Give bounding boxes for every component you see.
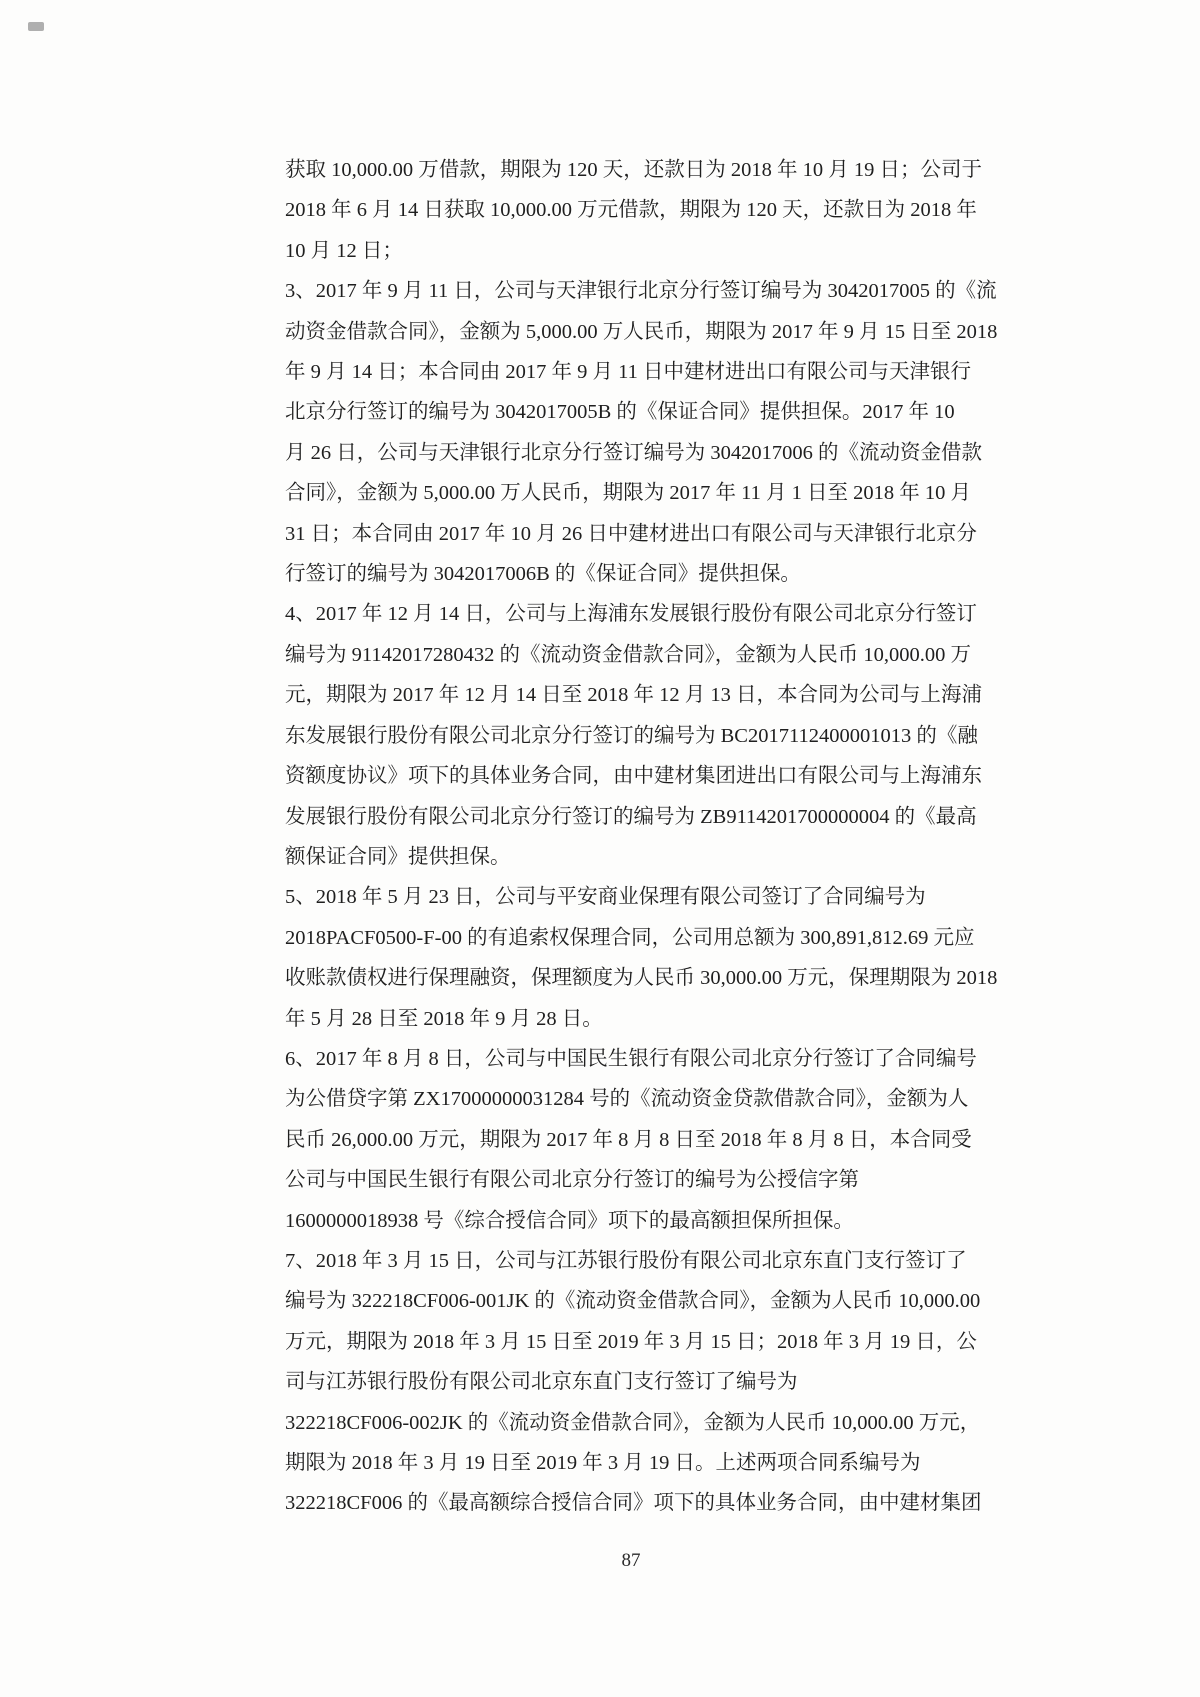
text-line: 发展银行股份有限公司北京分行签订的编号为 ZB9114201700000004 的《最高 (285, 805, 977, 828)
text-line: 期限为 2018 年 3 月 19 日至 2019 年 3 月 19 日。上述两项合同系编号为 (285, 1452, 921, 1474)
text-line: 31 日；本合同由 2017 年 10 月 26 日中建材进出口有限公司与天津银行北京分 (285, 522, 977, 545)
text-line: 年 9 月 14 日；本合同由 2017 年 9 月 11 日中建材进出口有限公司与天津银行 (285, 361, 971, 384)
text-line: 1600000018938 号《综合授信合同》项下的最高额担保所担保。 (285, 1209, 854, 1232)
text-line: 月 26 日，公司与天津银行北京分行签订编号为 3042017006 的《流动资金借款 (285, 441, 982, 464)
text-line: 万元，期限为 2018 年 3 月 15 日至 2019 年 3 月 15 日；2018 年 3 月 19 日，公 (285, 1330, 977, 1353)
text-line: 行签订的编号为 3042017006B 的《保证合同》提供担保。 (285, 563, 801, 586)
text-line: 5、2018 年 5 月 23 日，公司与平安商业保理有限公司签订了合同编号为 (285, 886, 926, 909)
text-line: 编号为 91142017280432 的《流动资金借款合同》，金额为人民币 10,000.00 万 (285, 643, 971, 666)
text-line: 2018 年 6 月 14 日获取 10,000.00 万元借款，期限为 120 天，还款日为 2018 年 (285, 199, 977, 222)
text-line: 合同》，金额为 5,000.00 万人民币，期限为 2017 年 11 月 1 日至 2018 年 10 月 (285, 482, 971, 505)
page-number: 87 (621, 1550, 641, 1571)
text-line: 编号为 322218CF006-001JK 的《流动资金借款合同》，金额为人民币 10,000.00 (285, 1290, 981, 1313)
text-line: 东发展银行股份有限公司北京分行签订的编号为 BC2017112400001013 的《融 (285, 724, 978, 747)
text-line: 3、2017 年 9 月 11 日，公司与天津银行北京分行签订编号为 3042017005 的《流 (285, 280, 997, 303)
text-line: 额保证合同》提供担保。 (285, 845, 511, 868)
text-line: 10 月 12 日； (285, 239, 403, 262)
text-line: 年 5 月 28 日至 2018 年 9 月 28 日。 (285, 1007, 603, 1030)
text-line: 北京分行签订的编号为 3042017005B 的《保证合同》提供担保。2017 年 10 (285, 401, 955, 424)
text-line: 动资金借款合同》，金额为 5,000.00 万人民币，期限为 2017 年 9 月 15 日至 2018 (285, 320, 998, 343)
text-line: 元，期限为 2017 年 12 月 14 日至 2018 年 12 月 13 日，本合同为公司与上海浦 (285, 684, 982, 707)
text-line: 4、2017 年 12 月 14 日，公司与上海浦东发展银行股份有限公司北京分行签订 (285, 603, 977, 626)
text-line: 2018PACF0500-F-00 的有追索权保理合同，公司用总额为 300,891,812.69 元应 (285, 926, 975, 949)
text-line: 资额度协议》项下的具体业务合同，由中建材集团进出口有限公司与上海浦东 (285, 765, 982, 788)
text-line: 收账款债权进行保理融资，保理额度为人民币 30,000.00 万元，保理期限为 2018 (285, 967, 998, 990)
text-line: 获取 10,000.00 万借款，期限为 120 天，还款日为 2018 年 10 月 19 日；公司于 (285, 159, 982, 181)
text-line: 司与江苏银行股份有限公司北京东直门支行签订了编号为 (285, 1371, 798, 1394)
text-block (285, 150, 998, 1524)
text-line: 6、2017 年 8 月 8 日，公司与中国民生银行有限公司北京分行签订了合同编号 (285, 1047, 977, 1070)
text-line: 为公借贷字第 ZX17000000031284 号的《流动资金贷款借款合同》，金额为人 (285, 1088, 969, 1111)
text-line: 民币 26,000.00 万元，期限为 2017 年 8 月 8 日至 2018 年 8 月 8 日，本合同受 (285, 1128, 972, 1151)
text-line: 7、2018 年 3 月 15 日，公司与江苏银行股份有限公司北京东直门支行签订了 (285, 1249, 967, 1272)
text-line: 322218CF006-002JK 的《流动资金借款合同》，金额为人民币 10,000.00 万元， (285, 1411, 981, 1434)
text-line: 322218CF006 的《最高额综合授信合同》项下的具体业务合同，由中建材集团 (285, 1492, 982, 1515)
scan-artifact (28, 22, 44, 31)
text-line: 公司与中国民生银行有限公司北京分行签订的编号为公授信字第 (285, 1169, 859, 1192)
